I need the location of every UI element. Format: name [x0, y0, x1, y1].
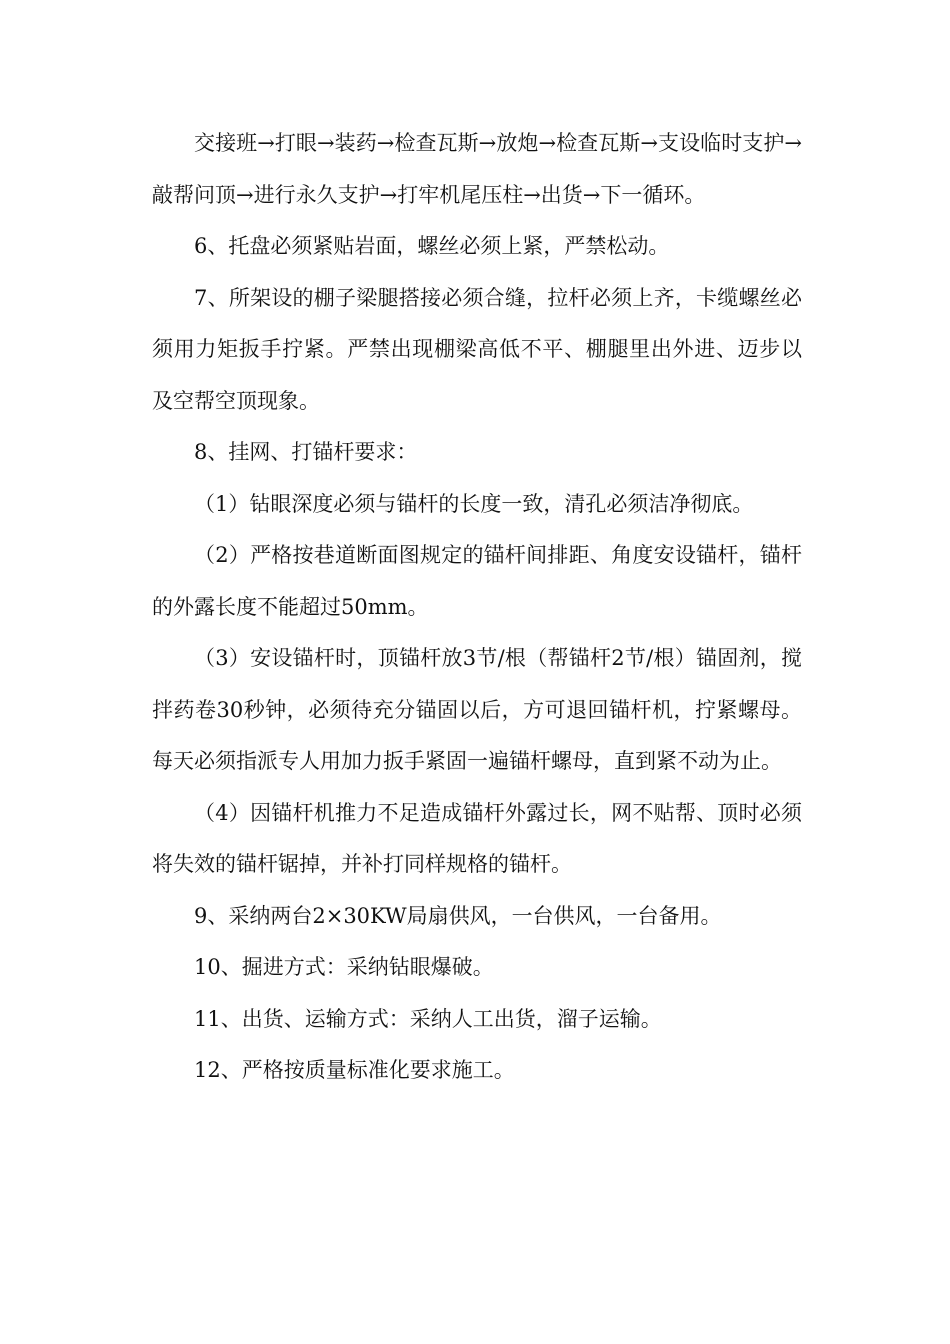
- paragraph-item-8-3: （3）安设锚杆时，顶锚杆放3节/根（帮锚杆2节/根）锚固剂，搅拌药卷30秒钟，必须待充分锚固以后，方可退回锚杆机，拧紧螺母。每天必须指派专人用加力扳手紧固一遍锚杆螺母，直到紧不动为止。: [152, 646, 802, 773]
- paragraph-item-8: 8、挂网、打锚杆要求：: [194, 440, 418, 464]
- paragraph-item-8-2: （2）严格按巷道断面图规定的锚杆间排距、角度安设锚杆，锚杆的外露长度不能超过50mm。: [152, 543, 802, 619]
- document-body: [152, 118, 802, 1097]
- paragraph-item-7: 7、所架设的棚子梁腿搭接必须合缝，拉杆必须上齐，卡缆螺丝必须用力矩扳手拧紧。严禁出现棚梁高低不平、棚腿里出外进、迈步以及空帮空顶现象。: [152, 285, 802, 413]
- paragraph-item-11: 11、出货、运输方式：采纳人工出货，溜子运输。: [194, 1006, 662, 1031]
- paragraph-item-9: 9、采纳两台2×30KW局扇供风，一台供风，一台备用。: [194, 903, 722, 928]
- paragraph-work-cycle: 交接班→打眼→装药→检查瓦斯→放炮→检查瓦斯→支设临时支护→敲帮问顶→进行永久支护→打牢机尾压柱→出货→下一循环。: [152, 131, 802, 207]
- paragraph-item-12: 12、严格按质量标准化要求施工。: [194, 1058, 515, 1082]
- paragraph-item-6: 6、托盘必须紧贴岩面，螺丝必须上紧，严禁松动。: [194, 234, 670, 258]
- paragraph-item-8-1: （1）钻眼深度必须与锚杆的长度一致，清孔必须洁净彻底。: [194, 491, 754, 516]
- paragraph-item-10: 10、掘进方式：采纳钻眼爆破。: [194, 955, 494, 979]
- paragraph-item-8-4: （4）因锚杆机推力不足造成锚杆外露过长，网不贴帮、顶时必须将失效的锚杆锯掉，并补打同样规格的锚杆。: [152, 800, 802, 876]
